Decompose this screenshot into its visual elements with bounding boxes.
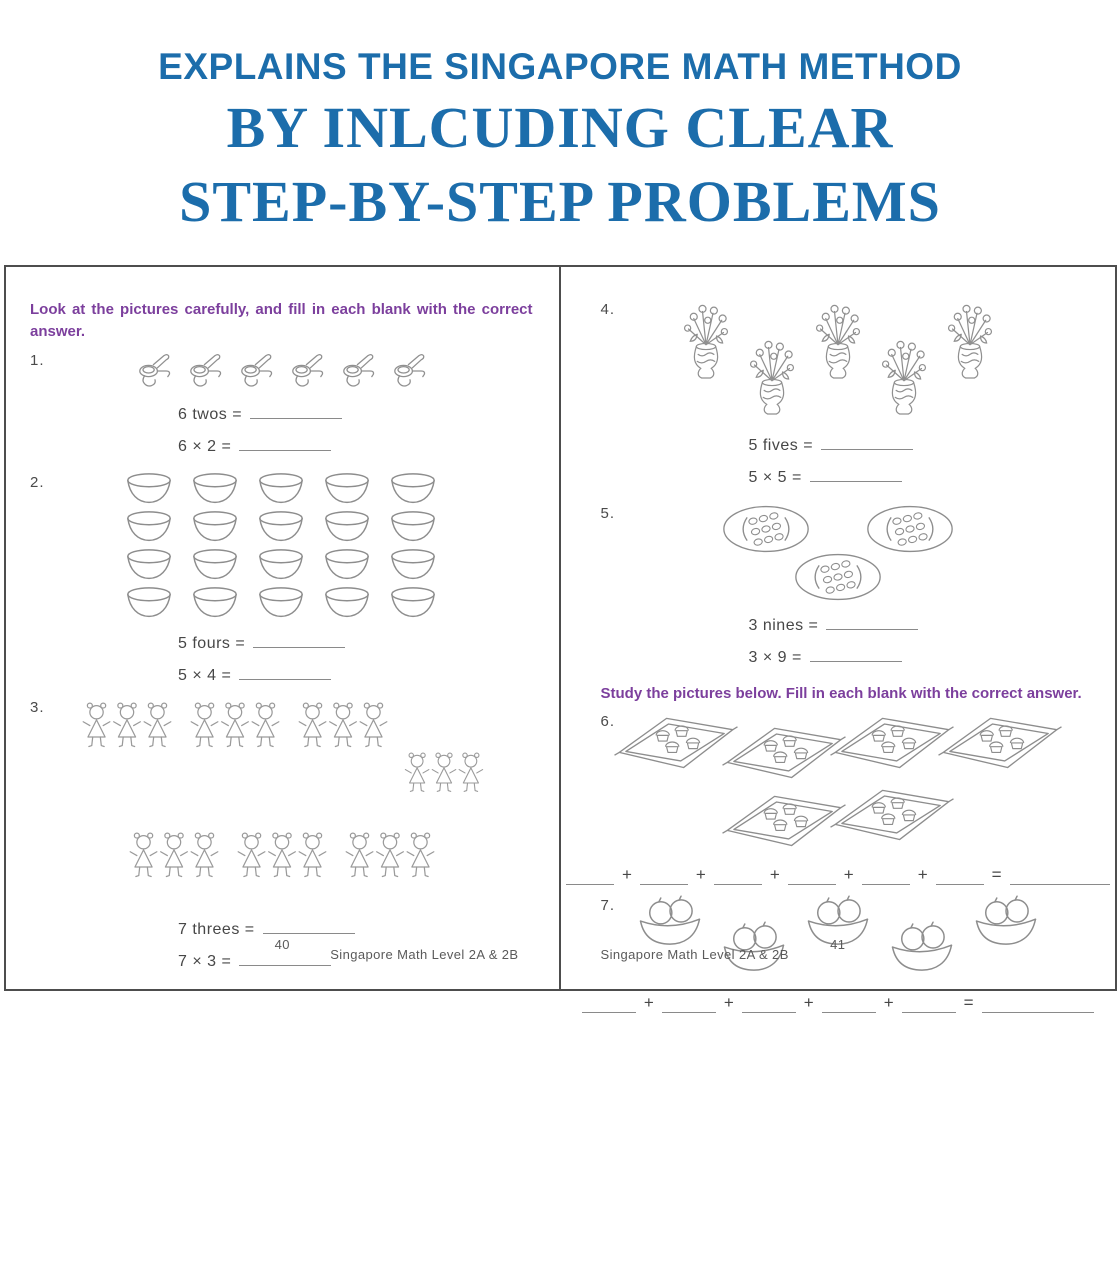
flower-vase-icon [678, 299, 734, 387]
answer-blank [253, 635, 345, 648]
bowl-icon [188, 548, 244, 583]
bowl-icon [254, 510, 310, 545]
flower-vase-icon [810, 299, 866, 387]
answer-blank [742, 1001, 796, 1013]
page-footer [46, 936, 519, 965]
faucet-icon [284, 350, 332, 392]
cupcake-tray-icon [937, 707, 1063, 787]
bowl-icon [188, 510, 244, 545]
problem-1 [6, 350, 559, 456]
problem-4-number: 4. [600, 300, 616, 318]
addition-equation [561, 865, 1116, 885]
answer-blank [862, 873, 910, 885]
bowl-icon [320, 472, 376, 507]
plate-of-buns-icon [716, 503, 816, 555]
answer-blank [810, 649, 902, 662]
children-group-icon [186, 697, 284, 823]
workbook-page-40 [6, 267, 561, 989]
problem-3-number: 3. [30, 698, 45, 716]
instruction-text: Study the pictures below. Fill in each blank with the correct answer. [600, 684, 1082, 702]
fruit-bowl-icon [971, 895, 1041, 949]
faucet-icon [131, 350, 179, 392]
headline-line-1: EXPLAINS THE SINGAPORE MATH METHOD [158, 46, 962, 87]
children-group-icon [78, 697, 176, 823]
answer-blank [821, 437, 913, 450]
equation-words: 6 twos = [178, 406, 559, 424]
answer-blank [640, 873, 688, 885]
equation-symbols: 3 × 9 = [749, 649, 1116, 667]
cupcake-tray-row [600, 711, 1073, 851]
equation-words: 5 fives = [749, 437, 1116, 455]
bowl-icon [254, 586, 310, 621]
problem-1-number: 1. [30, 351, 45, 369]
page-footer [600, 936, 1076, 965]
bowl-icon [188, 472, 244, 507]
bowl-icon [122, 586, 178, 621]
book-title-footer: Singapore Math Level 2A & 2B [330, 946, 519, 962]
bowl-icon [122, 472, 178, 507]
equation-symbols: 5 × 4 = [178, 667, 559, 685]
bowl-icon [254, 548, 310, 583]
bowl-icon [386, 586, 442, 621]
bowl-icon [386, 510, 442, 545]
equation-words: 3 nines = [749, 617, 1116, 635]
page-number: 40 [274, 936, 290, 952]
answer-blank [810, 469, 902, 482]
plate-of-buns-icon [788, 551, 888, 603]
marketing-headline [0, 0, 1120, 237]
bowl-icon [320, 548, 376, 583]
addition-equation [561, 993, 1116, 1013]
bowl-icon [122, 548, 178, 583]
cupcake-tray-icon [829, 779, 955, 855]
bowl-icon [254, 472, 310, 507]
instruction-text: Look at the pictures carefully, and fill in each blank with the correct answer. [30, 300, 533, 341]
faucet-row [6, 350, 559, 392]
bowl-icon [188, 586, 244, 621]
equation-symbols: 6 × 2 = [178, 438, 559, 456]
equals-sign: = [963, 993, 974, 1013]
problem-7-number: 7. [600, 897, 616, 915]
problem-2 [6, 472, 559, 685]
problem-6 [561, 711, 1116, 885]
plus-sign: + [643, 993, 654, 1013]
bowl-icon [386, 548, 442, 583]
problem-6-number: 6. [600, 713, 616, 731]
answer-blank [982, 1001, 1094, 1013]
plus-sign: + [723, 993, 734, 1013]
equation-words: 7 threes = [178, 921, 559, 939]
fruit-bowl-icon [635, 895, 705, 949]
answer-blank [902, 1001, 956, 1013]
children-group-icon [294, 697, 392, 823]
children-group-icon [125, 827, 223, 907]
answer-blank [239, 667, 331, 680]
page-number: 41 [830, 936, 846, 952]
flower-vase-icon [744, 335, 800, 423]
children-groups-row [42, 697, 522, 907]
book-title-footer: Singapore Math Level 2A & 2B [600, 946, 789, 962]
bowl-icon [320, 510, 376, 545]
faucet-icon [233, 350, 281, 392]
plate-of-buns-icon [860, 503, 960, 555]
answer-blank [582, 1001, 636, 1013]
workbook-spread [4, 265, 1117, 1013]
plus-sign: + [917, 865, 928, 885]
plus-sign: + [843, 865, 854, 885]
bowl-icon [122, 510, 178, 545]
bowl-icon [320, 586, 376, 621]
answer-blank [714, 873, 762, 885]
bowl-icon [386, 472, 442, 507]
answer-blank [239, 438, 331, 451]
plus-sign: + [769, 865, 780, 885]
children-group-icon [341, 827, 439, 907]
problem-3 [6, 697, 559, 971]
equals-sign: = [991, 865, 1002, 885]
problem-2-number: 2. [30, 473, 45, 491]
headline-line-2: BY INLCUDING CLEAR [226, 95, 894, 160]
plus-sign: + [803, 993, 814, 1013]
bowl-grid [6, 472, 559, 621]
problem-4 [561, 299, 1116, 487]
problem-5 [561, 503, 1116, 667]
answer-blank [822, 1001, 876, 1013]
flower-vase-icon [942, 299, 998, 387]
answer-blank [1010, 873, 1110, 885]
answer-blank [263, 921, 355, 934]
answer-blank [936, 873, 984, 885]
answer-blank [250, 406, 342, 419]
children-group-icon [233, 827, 331, 907]
plus-sign: + [883, 993, 894, 1013]
problem-5-number: 5. [600, 504, 616, 522]
children-group-icon [402, 743, 486, 823]
equation-symbols: 7 × 3 = [178, 953, 559, 971]
equation-words: 5 fours = [178, 635, 559, 653]
equation-symbols: 5 × 5 = [749, 469, 1116, 487]
vase-row [561, 299, 1116, 423]
headline-line-3: STEP-BY-STEP PROBLEMS [179, 169, 941, 235]
plate-row [668, 503, 1008, 603]
workbook-page-41 [561, 267, 1116, 1013]
plus-sign: + [621, 865, 632, 885]
faucet-icon [386, 350, 434, 392]
answer-blank [826, 617, 918, 630]
answer-blank [788, 873, 836, 885]
faucet-icon [335, 350, 383, 392]
flower-vase-icon [876, 335, 932, 423]
faucet-icon [182, 350, 230, 392]
answer-blank [662, 1001, 716, 1013]
answer-blank [566, 873, 614, 885]
plus-sign: + [695, 865, 706, 885]
